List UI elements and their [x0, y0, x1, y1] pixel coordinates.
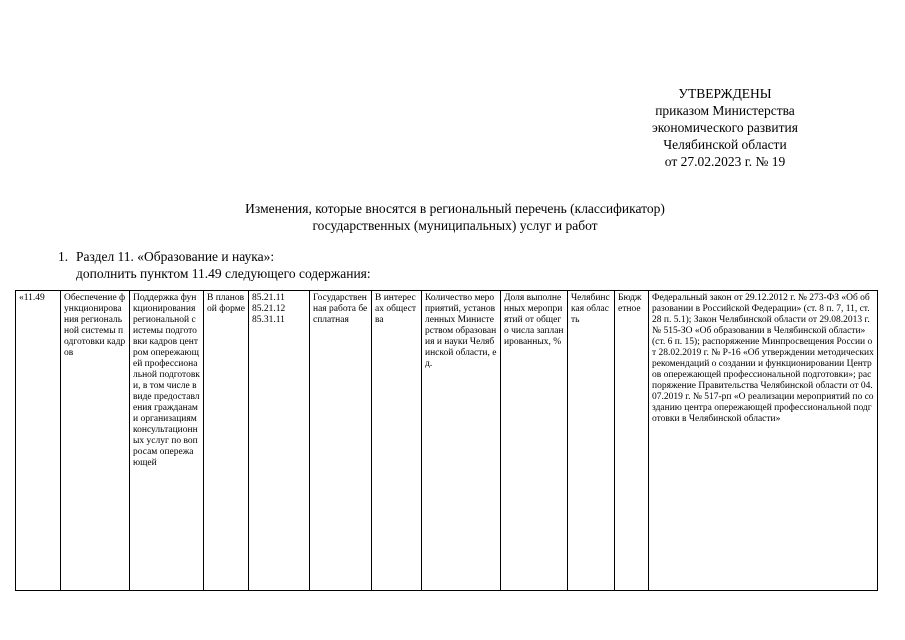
cell-service-name: Обеспечение функционирования региональной системы подготовки кадров [61, 291, 130, 591]
approval-block [600, 85, 850, 170]
cell-content: Поддержка функционирования региональной системы подготовки кадров центром опережающей профессиональной подготовки, в том числе в виде предоставления гражданам и организациям консультационных услуг по вопросам опережающей [130, 291, 204, 591]
cell-legal-basis: Федеральный закон от 29.12.2012 г. № 273-ФЗ «Об образовании в Российской Федерации» (ст. 8 п. 7, 11, ст. 28 п. 5.1); Закон Челябинской области от 29.08.2013 г. № 515-ЗО «Об образовании в Челябинской области» (ст. 6 п. 15); распоряжение Минпросвещения России от 28.02.2019 г. № Р-16 «Об утверждении методических рекомендаций о создании и функционировании Центров опережающей профессиональной подготовки»; распоряжение Правительства Челябинской области от 04.07.2019 г. № 517-рп «О реализации мероприятий по созданию центра опережающей профессиональной подготовки в Челябинской области» [649, 291, 878, 591]
cell-code: «11.49 [16, 291, 61, 591]
section-number: 1. [58, 249, 69, 264]
cell-okved [249, 291, 310, 591]
classifier-table [15, 290, 878, 591]
section-item [58, 248, 371, 282]
cell-region: Челябинская область [568, 291, 615, 591]
document-title [150, 200, 760, 234]
approval-heading: УТВЕРЖДЕНЫ [678, 86, 772, 101]
cell-quality-indicator: Доля выполненных мероприятий от общего числа запланированных, % [501, 291, 568, 591]
cell-volume-indicator: Количество мероприятий, установленных Министерством образования и науки Челябинской области, ед. [422, 291, 501, 591]
cell-type: Бюджетное [615, 291, 649, 591]
document-title-line-2: государственных (муниципальных) услуг и работ [312, 218, 598, 233]
okved-code: 85.21.12 [252, 304, 286, 314]
approval-line: приказом Министерства [655, 103, 795, 118]
cell-interest: В интересах общества [372, 291, 422, 591]
section-instruction: дополнить пунктом 11.49 следующего содержания: [76, 266, 371, 281]
document-title-line-1: Изменения, которые вносятся в региональный перечень (классификатор) [245, 201, 665, 216]
cell-basis: Государственная работа бесплатная [310, 291, 372, 591]
table-row [16, 291, 878, 591]
section-heading: Раздел 11. «Образование и наука»: [76, 249, 275, 264]
okved-code: 85.21.11 [252, 293, 285, 303]
approval-line: Челябинской области [663, 137, 787, 152]
cell-form: В плановой форме [204, 291, 249, 591]
approval-line: экономического развития [652, 120, 798, 135]
approval-date-line: от 27.02.2023 г. № 19 [664, 154, 786, 169]
okved-code: 85.31.11 [252, 315, 285, 325]
